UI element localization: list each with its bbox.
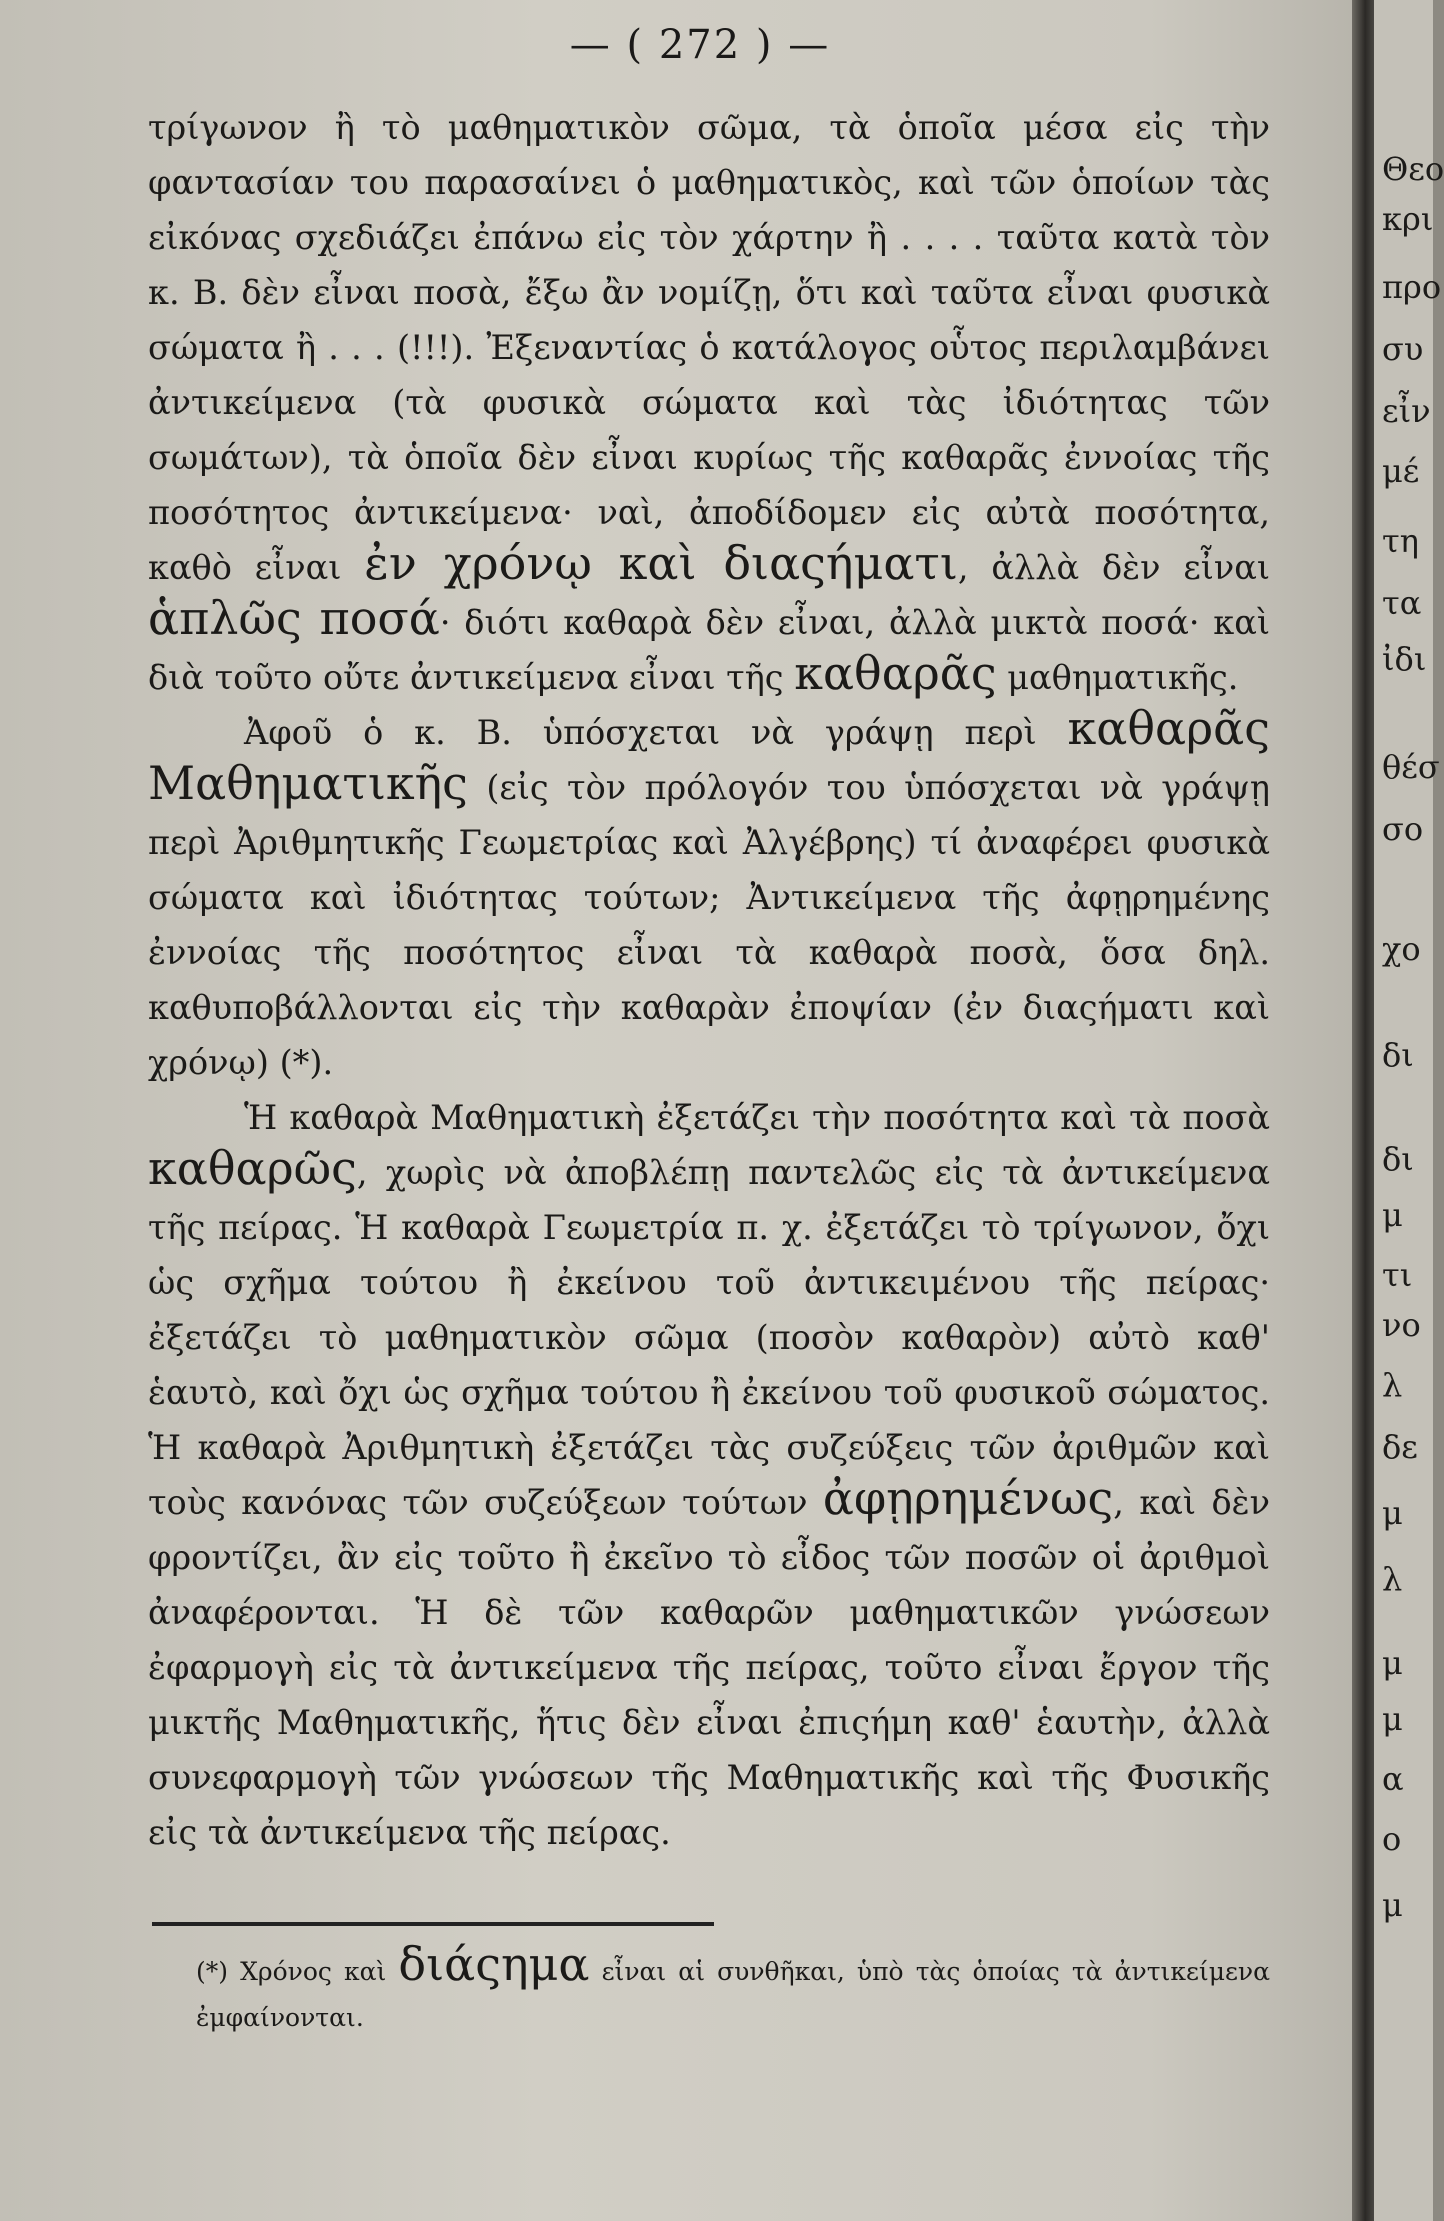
book-gutter	[1352, 0, 1374, 2221]
facing-page-edge	[1374, 0, 1444, 2221]
facing-page-fragment: λ	[1382, 1560, 1403, 1598]
facing-page-fragment: μ	[1382, 1494, 1403, 1532]
facing-page-fragment: συ	[1382, 330, 1424, 368]
facing-page-fragment: προ	[1382, 268, 1442, 306]
paragraph	[148, 100, 1270, 705]
facing-page-fragment: ο	[1382, 1820, 1402, 1858]
paragraph	[148, 1090, 1270, 1860]
facing-page-fragment: ἰδι	[1382, 640, 1427, 678]
facing-page-fragment: κρι	[1382, 200, 1434, 238]
emphasis-text: ἁπλῶς ποσά	[148, 591, 440, 645]
facing-page-fragment: τη	[1382, 522, 1419, 560]
text-run: εἶναι αἱ συνθῆκαι, ὑπὸ τὰς ὁποίας τὰ ἀντικείμενα ἐμφαίνονται.	[196, 1957, 1270, 2032]
emphasis-text: καθαρᾶς Μαθηματικῆς	[148, 701, 1270, 810]
facing-page-fragment: δι	[1382, 1036, 1414, 1074]
facing-page-fragment: μέ	[1382, 452, 1420, 490]
emphasis-text: διάςημα	[398, 1937, 590, 1991]
text-run: τρίγωνον ἢ τὸ μαθηματικὸν σῶμα, τὰ ὁποῖα μέσα εἰς τὴν φαντασίαν του παρασαίνει ὁ μαθηματικὸς, καὶ τῶν ὁποίων τὰς εἰκόνας σχεδιάζει ἐπάνω εἰς τὸν χάρτην ἢ . . . . ταῦτα κατὰ τὸν κ. Β. δὲν εἶναι ποσὰ, ἔξω ἂν νομίζῃ, ὅτι καὶ ταῦτα εἶναι φυσικὰ σώματα ἢ . . . (!!!). Ἐξεναντίας ὁ κατάλογος οὗτος περιλαμβάνει ἀντικείμενα (τὰ φυσικὰ σώματα καὶ τὰς ἰδιότητας τῶν σωμάτων), τὰ ὁποῖα δὲν εἶναι κυρίως τῆς καθαρᾶς ἐννοίας τῆς ποσότητος ἀντικείμενα· ναὶ, ἀποδίδομεν εἰς αὐτὰ ποσότητα, καθὸ εἶναι	[148, 108, 1270, 587]
text-run: (*) Χρόνος καὶ	[196, 1957, 399, 1986]
facing-page-fragment: τι	[1382, 1256, 1413, 1294]
facing-page-fragment: Θεο	[1382, 150, 1444, 188]
facing-page-fragment: θέσ	[1382, 748, 1440, 786]
emphasis-text: ἀφῃρημένως	[822, 1471, 1114, 1525]
facing-page-fragment: νο	[1382, 1306, 1421, 1344]
text-run: , χωρὶς νὰ ἀποβλέπῃ παντελῶς εἰς τὰ ἀντικείμενα τῆς πείρας. Ἡ καθαρὰ Γεωμετρία π. χ. ἐξετάζει τὸ τρίγωνον, ὄχι ὡς σχῆμα τούτου ἢ ἐκείνου τοῦ ἀντικειμένου τῆς πείρας· ἐξετάζει τὸ μαθηματικὸν σῶμα (ποσὸν καθαρὸν) αὐτὸ καθ' ἑαυτὸ, καὶ ὄχι ὡς σχῆμα τούτου ἢ ἐκείνου τοῦ φυσικοῦ σώματος. Ἡ καθαρὰ Ἀριθμητικὴ ἐξετάζει τὰς συζεύξεις τῶν ἀριθμῶν καὶ τοὺς κανόνας τῶν συζεύξεων τούτων	[148, 1153, 1270, 1522]
facing-page-fragment: τα	[1382, 584, 1422, 622]
facing-page-fragment: χο	[1382, 930, 1421, 968]
facing-page-fragment: εἶν	[1382, 392, 1431, 430]
text-run: · διότι καθαρὰ δὲν εἶναι, ἀλλὰ μικτὰ ποσά· καὶ διὰ τοῦτο οὔτε ἀντικείμενα εἶναι τῆς	[148, 603, 1270, 697]
facing-page-fragment: μ	[1382, 1886, 1403, 1924]
page-header: — ( 272 ) —	[569, 22, 831, 68]
emphasis-text: ἐν χρόνῳ καὶ διαςήματι	[364, 536, 958, 590]
footnote-rule	[152, 1922, 714, 1926]
facing-page-fragment: δι	[1382, 1140, 1414, 1178]
facing-page-fragment: σο	[1382, 810, 1424, 848]
paragraph	[148, 701, 1270, 1090]
facing-page-fragment: μ	[1382, 1196, 1403, 1234]
text-run: μαθηματικῆς.	[996, 658, 1239, 697]
text-run: Ἡ καθαρὰ Μαθηματικὴ ἐξετάζει τὴν ποσότητα καὶ τὰ ποσὰ	[244, 1098, 1270, 1137]
facing-page-fragment: δε	[1382, 1428, 1418, 1466]
footnote-text	[152, 1937, 1270, 2041]
text-run: , ἀλλὰ δὲν εἶναι	[957, 548, 1270, 587]
facing-page-fragment: λ	[1382, 1366, 1403, 1404]
text-run: , καὶ δὲν φροντίζει, ἂν εἰς τοῦτο ἢ ἐκεῖνο τὸ εἶδος τῶν ποσῶν οἱ ἀριθμοὶ ἀναφέρονται. Ἡ δὲ τῶν καθαρῶν μαθηματικῶν γνώσεων ἐφαρμογὴ εἰς τὰ ἀντικείμενα τῆς πείρας, τοῦτο εἶναι ἔργον τῆς μικτῆς Μαθηματικῆς, ἥτις δὲν εἶναι ἐπιςήμη καθ' ἑαυτὴν, ἀλλὰ συνεφαρμογὴ τῶν γνώσεων τῆς Μαθηματικῆς καὶ τῆς Φυσικῆς εἰς τὰ ἀντικείμενα τῆς πείρας.	[148, 1483, 1270, 1852]
facing-page-fragment: α	[1382, 1760, 1404, 1798]
emphasis-text: καθαρῶς	[148, 1141, 357, 1195]
facing-page-fragment: μ	[1382, 1644, 1403, 1682]
emphasis-text: καθαρᾶς	[794, 646, 997, 700]
body-text	[148, 100, 1270, 1860]
text-run: Ἀφοῦ ὁ κ. Β. ὑπόσχεται νὰ γράψῃ περὶ	[244, 713, 1068, 752]
facing-page-fragment: μ	[1382, 1700, 1403, 1738]
text-run: (εἰς τὸν πρόλογόν του ὑπόσχεται νὰ γράψῃ περὶ Ἀριθμητικῆς Γεωμετρίας καὶ Ἀλγέβρης) τί ἀναφέρει φυσικὰ σώματα καὶ ἰδιότητας τούτων; Ἀντικείμενα τῆς ἀφῃρημένης ἐννοίας τῆς ποσότητος εἶναι τὰ καθαρὰ ποσὰ, ὅσα δηλ. καθυποβάλλονται εἰς τὴν καθαρὰν ἐποψίαν (ἐν διαςήματι καὶ χρόνῳ) (*).	[148, 768, 1270, 1082]
footnote	[152, 1937, 1270, 2041]
